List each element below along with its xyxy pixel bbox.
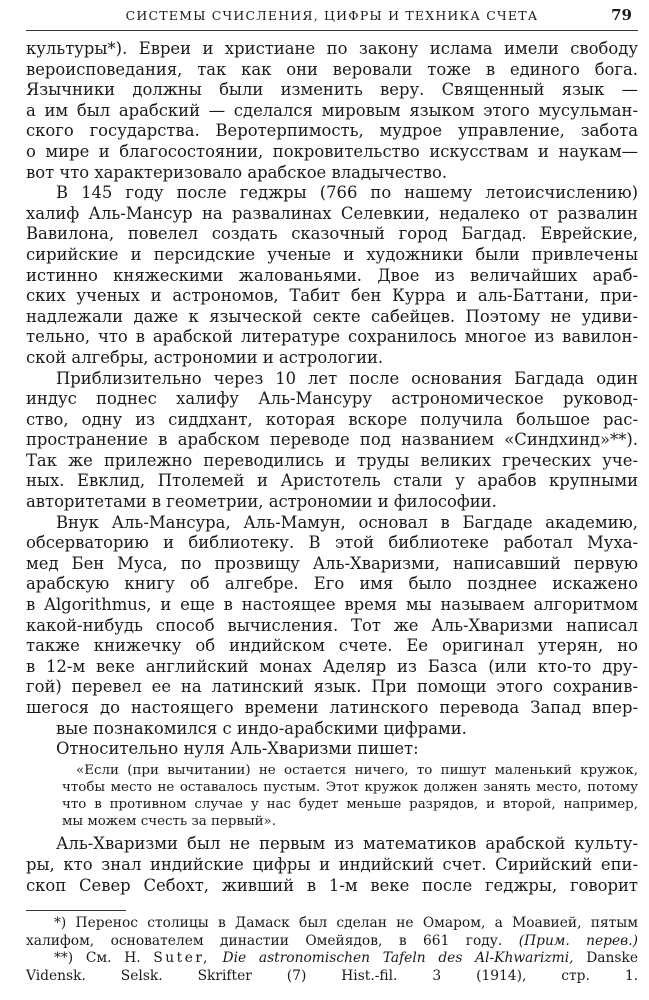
footnote-publisher: Danske bbox=[586, 950, 638, 967]
footnote-title: Die astronomischen Tafeln des Al-Khwarizmi, bbox=[222, 950, 574, 967]
text-line: халиф Аль-Мансур на развалинах Селевкии, недалеко от развалин bbox=[26, 203, 638, 223]
translator-note: (Прим. перев.) bbox=[518, 932, 638, 949]
paragraph-3 bbox=[26, 369, 638, 513]
footnote-line: *) Перенос столицы в Дамаск был сделан не Омаром, а Моавией, пятым bbox=[54, 915, 638, 932]
text-line: Вавилона, повелел создать сказочный город Багдад. Еврейские, bbox=[26, 224, 638, 244]
text-line: тельно, что в арабской литературе сохранилось многое из вавилон- bbox=[26, 327, 638, 347]
text-line: культуры*). Евреи и христиане по закону ислама имели свободу bbox=[26, 39, 638, 58]
text-line: вероисповедания, так как они веровали тоже в единого бога. bbox=[26, 59, 638, 79]
text-line: также книжечку об индийском счете. Ее оригинал утерян, но bbox=[26, 636, 638, 656]
text-line: вот что характеризовало арабское владычество. bbox=[26, 162, 448, 182]
footnote-line bbox=[26, 933, 638, 951]
text-line: в Algorithmus, и еще в настоящее время мы называем алгоритмом bbox=[26, 595, 638, 615]
text-line: ской алгебры, астрономии и астрологии. bbox=[26, 347, 384, 367]
text-line: надлежали даже к языческой секте сабейцев. Поэтому не удиви- bbox=[26, 306, 638, 326]
running-header bbox=[26, 0, 638, 31]
text-line: сирийские и персидские ученые и художники были привлечены bbox=[26, 244, 638, 264]
running-title: СИСТЕМЫ СЧИСЛЕНИЯ, ЦИФРЫ И ТЕХНИКА СЧЕТА bbox=[125, 8, 539, 23]
text-line: Внук Аль-Мансура, Аль-Мамун, основал в Багдаде академию, bbox=[56, 512, 638, 532]
text-line: ских ученых и астрономов, Табит бен Курра и аль-Баттани, при- bbox=[26, 286, 638, 306]
footnote-separator bbox=[26, 910, 126, 911]
text-line: ры, кто знал индийские цифры и индийский счет. Сирийский епи- bbox=[26, 855, 638, 874]
text-line: авторитетами в геометрии, астрономии и философии. bbox=[26, 492, 497, 512]
text-line: а им был арабский — сделался мировым языком этого мусульман- bbox=[26, 100, 638, 120]
text-line: Язычники должны были изменить веру. Священный язык — bbox=[26, 80, 638, 100]
text-line: вые познакомился с индо-арабскими цифрами. bbox=[56, 718, 467, 738]
text-line: Так же прилежно переводились и труды великих греческих уче- bbox=[26, 450, 638, 470]
paragraph-2 bbox=[26, 183, 638, 368]
quote-line: чтобы место не оставалось пустым. Этот кружок должен занять место, потому bbox=[62, 779, 638, 795]
book-page bbox=[26, 0, 638, 1000]
text-line: В 145 году после геджры (766 по нашему летоисчислению) bbox=[56, 183, 638, 203]
text-line: мед Бен Муса, по прозвищу Аль-Хваризми, написавший первую bbox=[26, 553, 638, 573]
block-quote bbox=[26, 763, 638, 831]
text-line: скоп Север Себохт, живший в 1-м веке после геджры, говорит bbox=[26, 875, 638, 895]
text-line: обсерваторию и библиотеку. В этой библиотеке работал Муха- bbox=[26, 533, 638, 553]
text-line: какой-нибудь способ вычисления. Тот же Аль-Хваризми написал bbox=[26, 615, 638, 635]
text-line: пространение в арабском переводе под названием «Синдхинд»**). bbox=[26, 430, 638, 450]
text-line: арабскую книгу об алгебре. Его имя было позднее искажено bbox=[26, 574, 638, 594]
text-line: ского государства. Веротерпимость, мудрое управление, забота bbox=[26, 121, 638, 141]
text-line: в 12-м веке английский монах Аделяр из Базса (или кто-то дру- bbox=[26, 656, 638, 676]
text-line: Приблизительно через 10 лет после основания Багдада один bbox=[56, 368, 638, 388]
paragraph-4 bbox=[26, 513, 638, 740]
footnote-author: Suter, bbox=[153, 950, 210, 967]
page-number: 79 bbox=[611, 6, 632, 24]
text-line: Аль-Хваризми был не первым из математиков арабской культу- bbox=[56, 834, 638, 854]
text-line: шегося до настоящего времени латинского перевода Запад впер- bbox=[26, 698, 638, 717]
text-line: индус поднес халифу Аль-Мансуру астрономическое руковод- bbox=[26, 389, 638, 409]
text-line: о мире и благосостоянии, покровительство искусствам и наукам— bbox=[26, 141, 638, 161]
footnote-2 bbox=[26, 950, 638, 985]
paragraph-1 bbox=[26, 39, 638, 183]
footnote-line: Vidensk. Selsk. Skrifter (7) Hist.-fil. 3 (1914), стр. 1. bbox=[26, 967, 638, 984]
footnote-line bbox=[26, 950, 638, 968]
quote-line: мы можем счесть за первый». bbox=[62, 813, 276, 829]
text-line: ных. Евклид, Птолемей и Аристотель стали у арабов крупными bbox=[26, 471, 638, 491]
text-line: ство, одну из сиддхант, которая вскоре получила большое рас- bbox=[26, 409, 638, 429]
text-line: гой) перевел ее на латинский язык. При помощи этого сохранив- bbox=[26, 677, 638, 697]
footnote-marker: **) См. H. bbox=[54, 950, 141, 967]
text-line: истинно княжескими жалованьями. Двое из величайших араб- bbox=[26, 265, 638, 285]
paragraph-6 bbox=[26, 834, 638, 896]
quote-line: что в противном случае у нас будет меньше разрядов, и второй, например, bbox=[62, 796, 638, 812]
footnote-text: халифом, основателем династии Омейядов, в 661 году. bbox=[26, 932, 503, 949]
quote-line: «Если (при вычитании) не остается ничего, то пишут маленький кружок, bbox=[76, 762, 638, 778]
page-body bbox=[26, 39, 638, 896]
paragraph-5 bbox=[26, 739, 638, 760]
footnotes bbox=[26, 915, 638, 985]
footnote-1 bbox=[26, 915, 638, 950]
text-line: Относительно нуля Аль-Хваризми пишет: bbox=[56, 739, 419, 759]
